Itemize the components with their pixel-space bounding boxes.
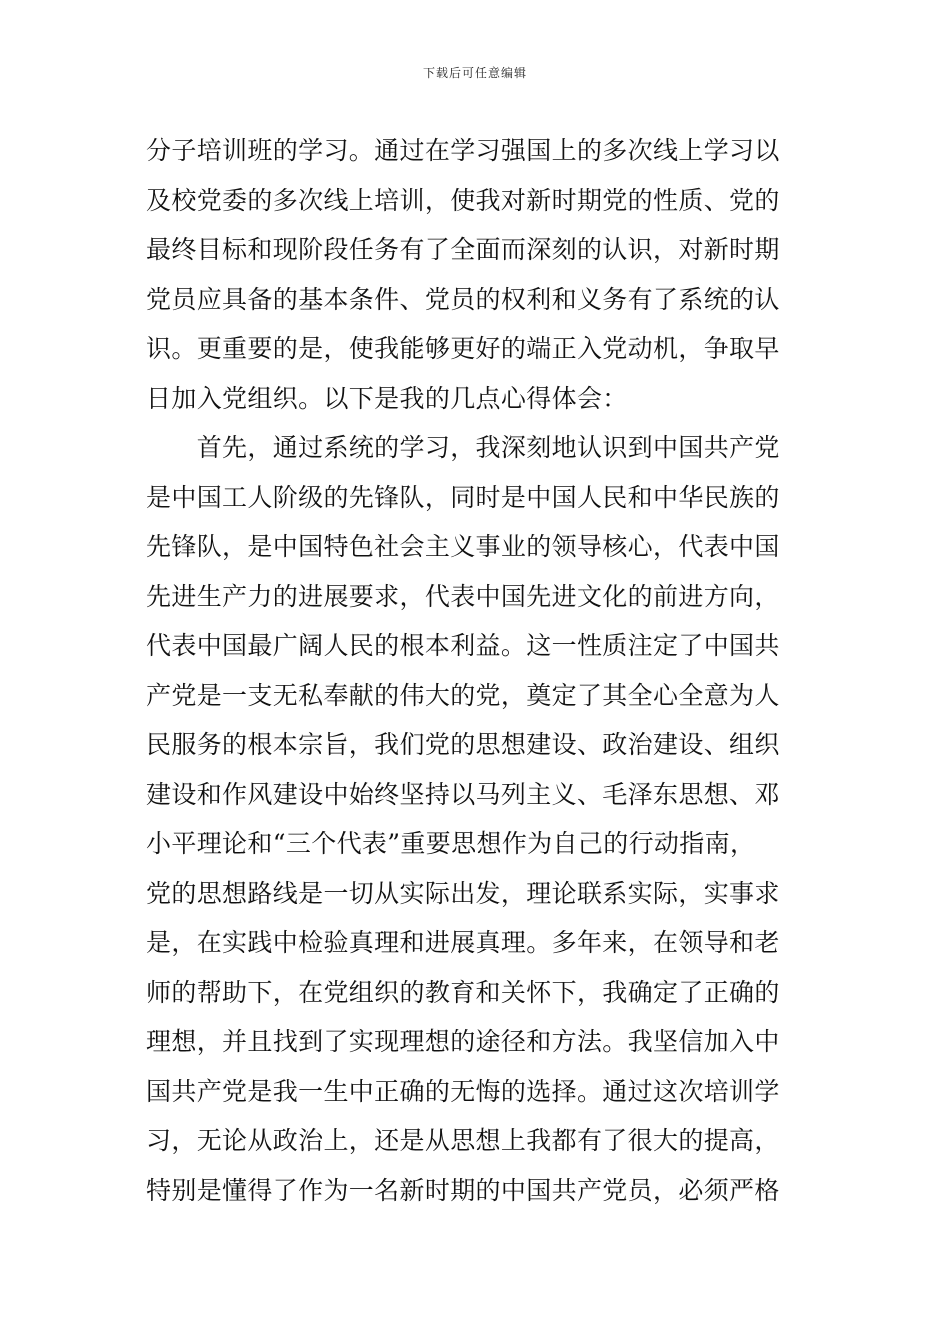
text-line: 党员应具备的基本条件、党员的权利和义务有了系统的认: [146, 284, 780, 314]
text-line: 识。更重要的是，使我能够更好的端正入党动机，争取早: [146, 334, 780, 363]
text-line: 先进生产力的进展要求，代表中国先进文化的前进方向，: [146, 581, 780, 611]
text-line: 师的帮助下，在党组织的教育和关怀下，我确定了正确的: [146, 977, 780, 1007]
text-line: 小平理论和“三个代表”重要思想作为自己的行动指南，: [146, 829, 756, 858]
text-line: 分子培训班的学习。通过在学习强国上的多次线上学习以: [146, 136, 780, 165]
text-line: 是，在实践中检验真理和进展真理。多年来，在领导和老: [146, 928, 780, 957]
text-line: 国共产党是我一生中正确的无悔的选择。通过这次培训学: [146, 1076, 780, 1106]
text-line: 代表中国最广阔人民的根本利益。这一性质注定了中国共: [146, 631, 780, 660]
text-line: 日加入党组织。以下是我的几点心得体会：: [146, 383, 628, 413]
text-line: 产党是一支无私奉献的伟大的党，奠定了其全心全意为人: [146, 680, 780, 710]
text-line: 建设和作风建设中始终坚持以马列主义、毛泽东思想、邓: [146, 779, 780, 809]
text-line: 特别是懂得了作为一名新时期的中国共产党员，必须严格: [146, 1175, 780, 1205]
document-body: [146, 126, 826, 1215]
text-line: 习，无论从政治上，还是从思想上我都有了很大的提高，: [146, 1126, 780, 1155]
text-line: 理想，并且找到了实现理想的途径和方法。我坚信加入中: [146, 1027, 780, 1056]
text-line: 是中国工人阶级的先锋队，同时是中国人民和中华民族的: [146, 482, 780, 512]
text-line: 民服务的根本宗旨，我们党的思想建设、政治建设、组织: [146, 730, 780, 759]
text-line: 首先，通过系统的学习，我深刻地认识到中国共产党: [146, 433, 780, 462]
text-line: 最终目标和现阶段任务有了全面而深刻的认识，对新时期: [146, 235, 780, 264]
text-line: 先锋队，是中国特色社会主义事业的领导核心，代表中国: [146, 532, 780, 561]
page-header: 下载后可任意编辑: [422, 66, 527, 80]
text-line: 及校党委的多次线上培训，使我对新时期党的性质、党的: [146, 185, 780, 215]
text-line: 党的思想路线是一切从实际出发，理论联系实际，实事求: [146, 878, 780, 908]
